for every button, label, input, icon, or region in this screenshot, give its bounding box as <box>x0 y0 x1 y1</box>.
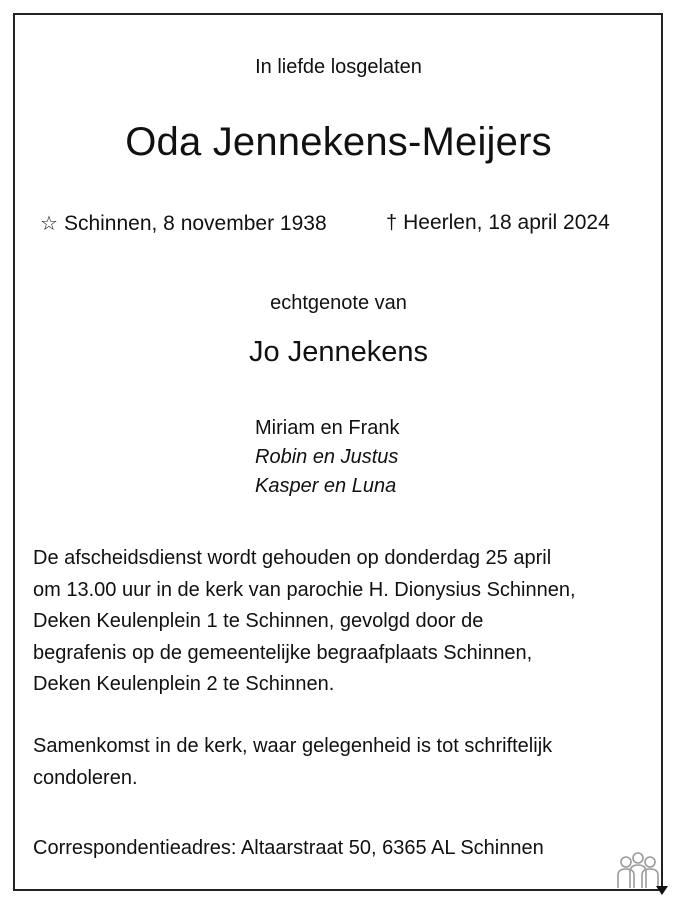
death-info <box>386 211 610 235</box>
paragraph-line: Deken Keulenplein 1 te Schinnen, gevolgd door de <box>33 610 484 632</box>
paragraph-line: begrafenis op de gemeentelijke begraafplaats Schinnen, <box>33 641 533 664</box>
star-icon: ☆ <box>40 213 58 235</box>
funeral-service-paragraph <box>33 543 653 701</box>
intro-text: In liefde losgelaten <box>255 56 422 78</box>
arrow-down-icon <box>656 886 668 895</box>
cross-icon: † <box>386 212 398 234</box>
birth-text: Schinnen, 8 november 1938 <box>63 212 327 235</box>
spouse-label: echtgenote van <box>270 292 407 314</box>
paragraph-line: Deken Keulenplein 2 te Schinnen. <box>33 673 335 695</box>
paragraph-line: Correspondentieadres: Altaarstraat 50, 6365 AL Schinnen <box>33 837 544 859</box>
people-group-icon[interactable] <box>612 848 670 898</box>
paragraph-line: Samenkomst in de kerk, waar gelegenheid is tot schriftelijk <box>33 735 553 757</box>
family-line: Kasper en Luna <box>255 475 397 497</box>
death-text: Heerlen, 18 april 2024 <box>403 211 610 234</box>
deceased-name: Oda Jennekens-Meijers <box>125 120 552 164</box>
paragraph-line: condoleren. <box>33 766 138 789</box>
birth-info <box>40 211 327 236</box>
correspondence-address <box>33 833 653 865</box>
paragraph-line: De afscheidsdienst wordt gehouden op donderdag 25 april <box>33 547 552 569</box>
family-line: Miriam en Frank <box>255 417 400 439</box>
gathering-paragraph <box>33 731 653 794</box>
spouse-name: Jo Jennekens <box>249 336 428 368</box>
paragraph-line: om 13.00 uur in de kerk van parochie H. Dionysius Schinnen, <box>33 578 576 601</box>
family-line: Robin en Justus <box>255 446 399 468</box>
family-list <box>255 414 399 501</box>
